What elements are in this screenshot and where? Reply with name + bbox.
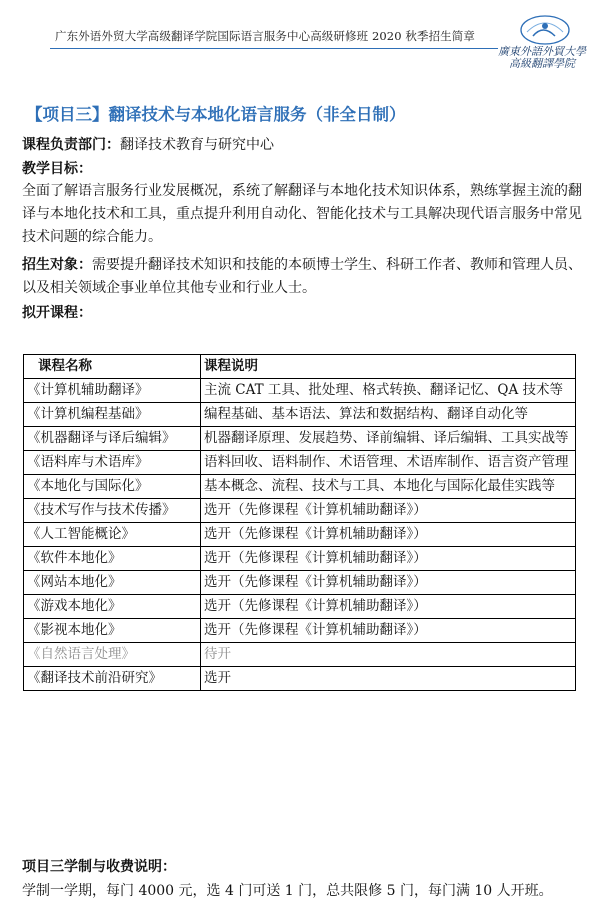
table-row	[24, 667, 576, 691]
course-name: 《机器翻译与译后编辑》	[24, 427, 201, 451]
course-table	[23, 354, 576, 691]
course-name: 《语料库与术语库》	[24, 451, 201, 475]
course-name: 《本地化与国际化》	[24, 475, 201, 499]
course-name: 《影视本地化》	[24, 619, 201, 643]
department-label: 课程负责部门：	[22, 137, 120, 153]
department-value: 翻译技术教育与研究中心	[120, 137, 274, 153]
course-name: 《人工智能概论》	[24, 523, 201, 547]
courses-label: 拟开课程：	[22, 305, 92, 321]
course-desc: 语料回收、语料制作、术语管理、术语库制作、语言资产管理	[201, 451, 576, 475]
audience-paragraph	[22, 254, 582, 300]
page-header-text: 广东外语外贸大学高级翻译学院国际语言服务中心高级研修班 2020 秋季招生简章	[55, 29, 475, 43]
table-row	[24, 499, 576, 523]
table-row	[24, 595, 576, 619]
table-row	[24, 643, 576, 667]
audience-label: 招生对象：	[22, 257, 92, 273]
course-desc: 主流 CAT 工具、批处理、格式转换、翻译记忆、QA 技术等	[201, 379, 576, 403]
course-desc: 选开（先修课程《计算机辅助翻译》）	[201, 619, 576, 643]
course-desc: 编程基础、基本语法、算法和数据结构、翻译自动化等	[201, 403, 576, 427]
goal-label: 教学目标：	[22, 161, 92, 177]
table-row	[24, 475, 576, 499]
course-name: 《计算机编程基础》	[24, 403, 201, 427]
table-row	[24, 427, 576, 451]
table-row	[24, 523, 576, 547]
col-header-course-name: 课程名称	[24, 355, 201, 379]
course-name: 《软件本地化》	[24, 547, 201, 571]
course-desc: 选开（先修课程《计算机辅助翻译》）	[201, 523, 576, 547]
course-name: 《翻译技术前沿研究》	[24, 667, 201, 691]
logo-name-line2: 高級翻譯學院	[509, 57, 575, 70]
table-row	[24, 571, 576, 595]
course-desc: 选开（先修课程《计算机辅助翻译》）	[201, 595, 576, 619]
table-header-row	[24, 355, 576, 379]
course-desc: 待开	[201, 643, 576, 667]
course-desc: 选开（先修课程《计算机辅助翻译》）	[201, 547, 576, 571]
table-row	[24, 451, 576, 475]
fee-text: 学制一学期，每门 4000 元，选 4 门可送 1 门，总共限修 5 门，每门满 10 人开班。	[22, 883, 553, 899]
course-name: 《计算机辅助翻译》	[24, 379, 201, 403]
course-name: 《自然语言处理》	[24, 643, 201, 667]
department-line	[22, 134, 274, 154]
goal-text: 全面了解语言服务行业发展概况，系统了解翻译与本地化技术知识体系，熟练掌握主流的翻译与本地化技术和工具，重点提升利用自动化、智能化技术与工具解决现代语言服务中常见技术问题的综合能力。	[22, 183, 582, 245]
table-row	[24, 619, 576, 643]
section-title: 【项目三】翻译技术与本地化语言服务（非全日制）	[26, 105, 406, 124]
logo-name-line1: 廣東外語外貿大學	[498, 45, 586, 58]
table-row	[24, 547, 576, 571]
course-desc: 机器翻译原理、发展趋势、译前编辑、译后编辑、工具实战等	[201, 427, 576, 451]
course-desc: 选开（先修课程《计算机辅助翻译》）	[201, 499, 576, 523]
col-header-course-desc: 课程说明	[201, 355, 576, 379]
course-name: 《游戏本地化》	[24, 595, 201, 619]
header-divider	[50, 48, 498, 49]
course-desc: 选开（先修课程《计算机辅助翻译》）	[201, 571, 576, 595]
course-name: 《网站本地化》	[24, 571, 201, 595]
course-desc: 基本概念、流程、技术与工具、本地化与国际化最佳实践等	[201, 475, 576, 499]
school-logo-name	[498, 46, 586, 70]
audience-text: 需要提升翻译技术知识和技能的本硕博士学生、科研工作者、教师和管理人员、以及相关领域企事业单位其他专业和行业人士。	[22, 257, 582, 296]
table-row	[24, 379, 576, 403]
table-row	[24, 403, 576, 427]
course-desc: 选开	[201, 667, 576, 691]
course-name: 《技术写作与技术传播》	[24, 499, 201, 523]
fee-label: 项目三学制与收费说明：	[22, 859, 176, 875]
